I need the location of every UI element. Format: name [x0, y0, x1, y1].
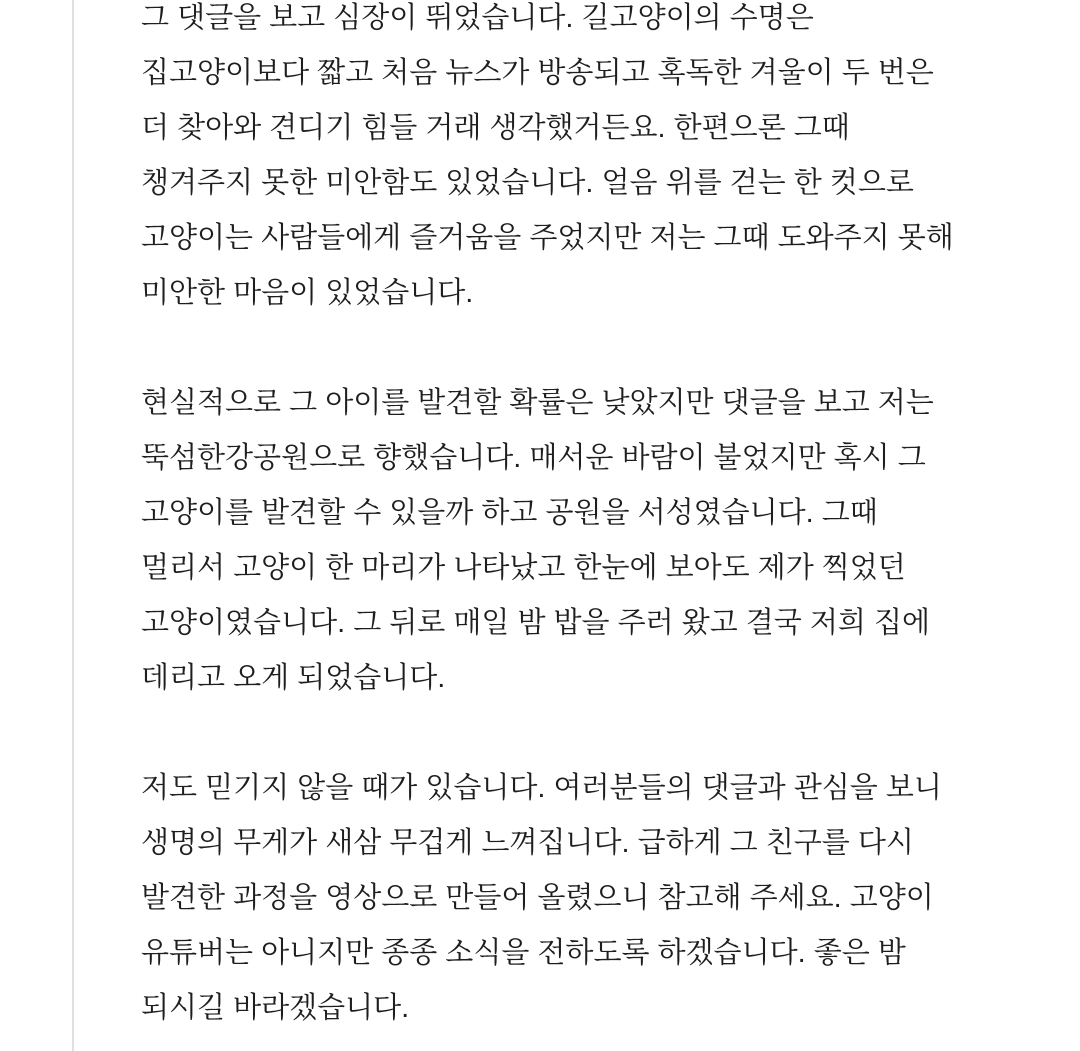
text-line: 챙겨주지 못한 미안함도 있었습니다. 얼음 위를 걷는 한 컷으로 [141, 167, 914, 199]
paragraph-3 [141, 761, 1041, 1036]
text-line: 저도 믿기지 않을 때가 있습니다. 여러분들의 댓글과 관심을 보니 [141, 772, 942, 804]
text-line: 뚝섬한강공원으로 향했습니다. 매서운 바람이 불었지만 혹시 그 [141, 442, 926, 474]
text-line: 더 찾아와 견디기 힘들 거래 생각했거든요. 한편으론 그때 [141, 112, 850, 144]
text-line: 집고양이보다 짧고 처음 뉴스가 방송되고 혹독한 겨울이 두 번은 [141, 57, 934, 89]
text-line: 데리고 오게 되었습니다. [141, 662, 446, 694]
text-line: 고양이였습니다. 그 뒤로 매일 밤 밥을 주러 왔고 결국 저희 집에 [141, 607, 930, 639]
text-line: 고양이를 발견할 수 있을까 하고 공원을 서성였습니다. 그때 [141, 497, 878, 529]
text-line: 발견한 과정을 영상으로 만들어 올렸으니 참고해 주세요. 고양이 [141, 882, 934, 914]
text-line: 미안한 마음이 있었습니다. [141, 277, 474, 309]
text-line: 현실적으로 그 아이를 발견할 확률은 낮았지만 댓글을 보고 저는 [141, 387, 934, 419]
paragraph-1 [141, 0, 1041, 321]
left-quote-border [72, 0, 74, 1051]
text-line: 멀리서 고양이 한 마리가 나타났고 한눈에 보아도 제가 찍었던 [141, 552, 906, 584]
text-line: 그 댓글을 보고 심장이 뛰었습니다. 길고양이의 수명은 [141, 2, 814, 34]
text-line: 고양이는 사람들에게 즐거움을 주었지만 저는 그때 도와주지 못해 [141, 222, 954, 254]
paragraph-2 [141, 376, 1041, 706]
text-line: 되시길 바라겠습니다. [141, 992, 410, 1024]
article-body [141, 0, 1041, 1036]
text-line: 유튜버는 아니지만 종종 소식을 전하도록 하겠습니다. 좋은 밤 [141, 937, 906, 969]
text-line: 생명의 무게가 새삼 무겁게 느껴집니다. 급하게 그 친구를 다시 [141, 827, 914, 859]
